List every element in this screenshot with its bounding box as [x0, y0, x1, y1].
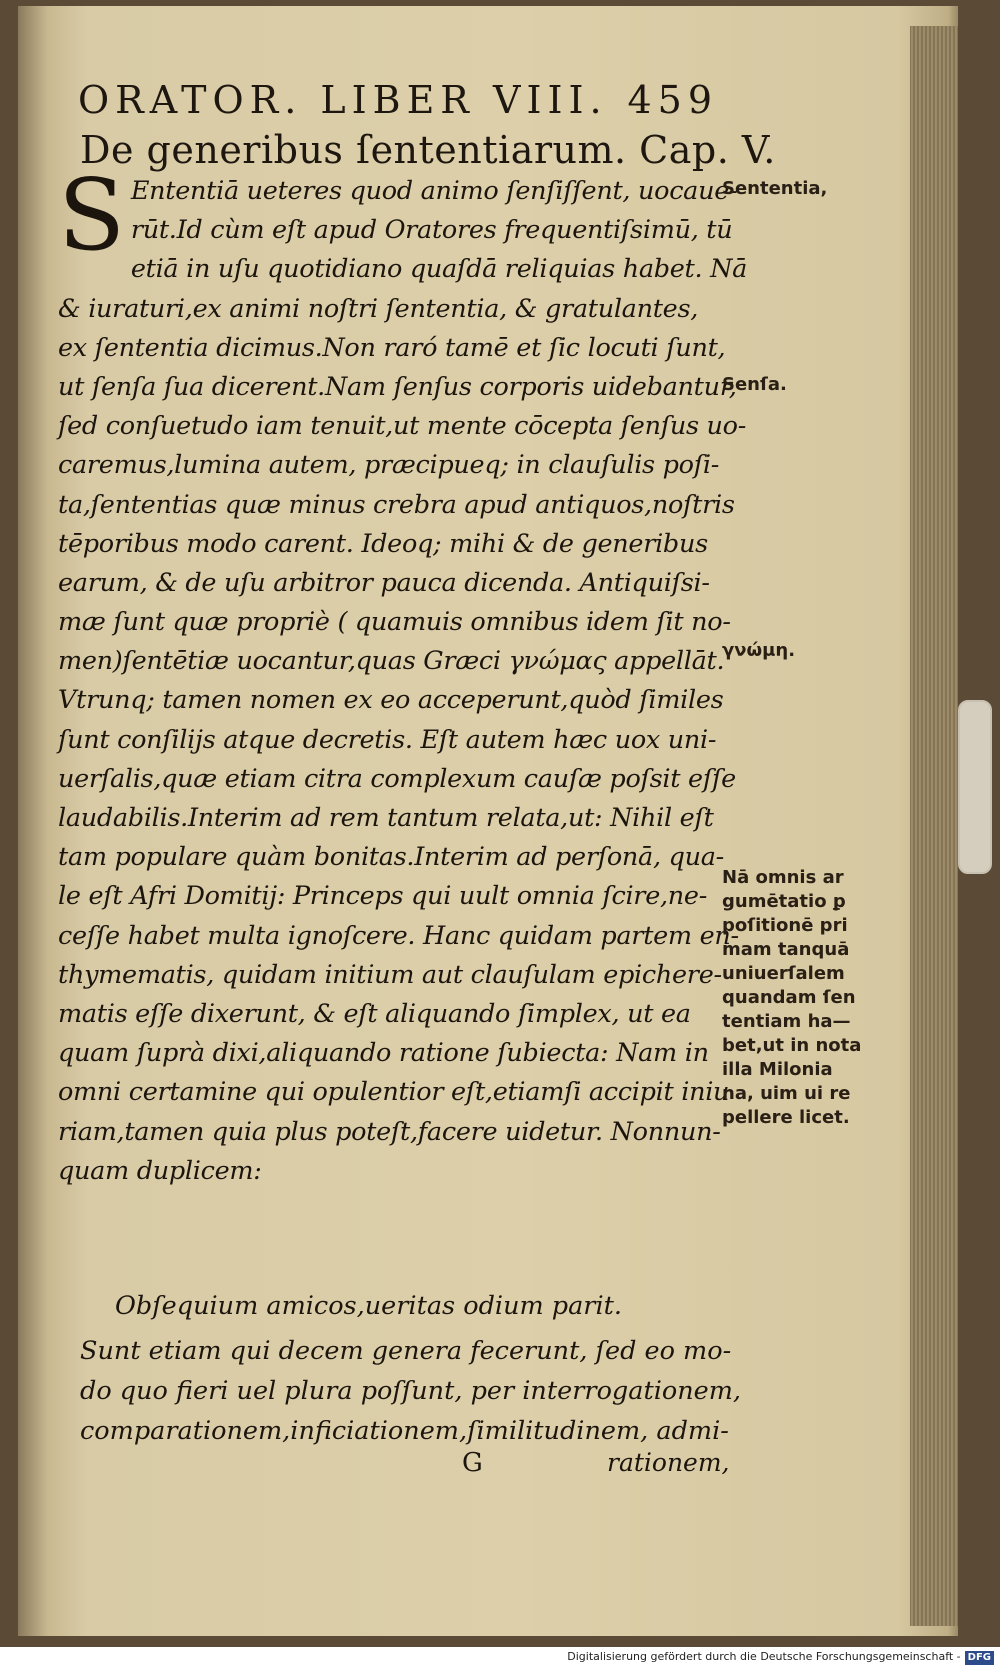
- text-line: ceſſe habet multa ignoſcere. Hanc quidam partem en-: [58, 920, 739, 951]
- margin-note-sententia: Sententia,: [722, 178, 828, 199]
- page-number: 459: [627, 78, 718, 122]
- text-line: uerſalis,quæ etiam citra complexum cauſæ poſsit eſſe: [58, 763, 736, 794]
- margin-note-line: tentiam ha—: [722, 1011, 851, 1032]
- text-line: omni certamine qui opulentior eſt,etiamſi accipit iniu: [58, 1077, 730, 1108]
- text-line: quam duplicem:: [58, 1155, 262, 1186]
- drop-cap: S: [58, 159, 125, 273]
- margin-note-line: mam tanquā: [722, 939, 850, 960]
- margin-note-line: gumētatio ꝑ: [722, 891, 846, 912]
- margin-note-line: bet,ut in nota: [722, 1035, 862, 1056]
- text-line: Sunt etiam qui decem genera fecerunt, ſed eo mo-: [80, 1336, 732, 1366]
- margin-note-line: uniuerſalem: [722, 963, 845, 984]
- margin-note-long: [722, 866, 862, 1130]
- margin-note-line: quandam ſen: [722, 987, 856, 1008]
- text-line: thymematis, quidam initium aut clauſulam epichere-: [58, 959, 722, 990]
- text-line: ut ſenſa ſua dicerent.Nam ſenſus corporis uidebantur,: [58, 371, 737, 402]
- verse-quote: Obſequium amicos,ueritas odium parit.: [115, 1291, 622, 1321]
- text-line: matis eſſe dixerunt, & eſt aliquando ſimplex, ut ea: [58, 998, 691, 1029]
- text-line: ta,ſententias quæ minus crebra apud antiquos,noſtris: [58, 489, 735, 520]
- text-line: ſunt conſilijs atque decretis. Eſt autem hæc uox uni-: [58, 724, 717, 755]
- text-line: do quo fieri uel plura poſſunt, per interrogationem,: [80, 1376, 742, 1406]
- text-line: & iuraturi,ex animi noſtri ſententia, & gratulantes,: [58, 293, 699, 324]
- text-line: comparationem,inficiationem,ſimilitudinem, admi-: [80, 1416, 729, 1446]
- text-line: tam populare quàm bonitas.Interim ad perſonā, qua-: [58, 842, 724, 873]
- footer-credit: [0, 1647, 1000, 1667]
- text-line: laudabilis.Interim ad rem tantum relata,ut: Nihil eſt: [58, 803, 714, 833]
- margin-note-line: poſitionē pri: [722, 915, 848, 936]
- catchword: rationem,: [607, 1448, 730, 1477]
- text-line: mæ ſunt quæ propriè ( quamuis omnibus idem ſit no-: [58, 607, 731, 638]
- dfg-logo: DFG: [965, 1651, 994, 1665]
- text-line: ſed conſuetudo iam tenuit,ut mente cōcepta ſenſus uo-: [58, 411, 747, 442]
- running-title: ORATOR. LIBER VIII.: [78, 78, 608, 122]
- margin-note-line: Nā omnis ar: [722, 867, 844, 888]
- margin-note-line: na, uim ui re: [722, 1083, 851, 1104]
- footer-text: Digitalisierung gefördert durch die Deutsche Forschungsgemeinschaft -: [567, 1650, 961, 1663]
- text-line: Ententiā ueteres quod animo ſenſiſſent, uocaue-: [130, 176, 738, 206]
- chapter-title: De generibus ſententiarum. Cap. V.: [80, 128, 776, 172]
- text-line: tēporibus modo carent. Ideoq; mihi & de generibus: [58, 528, 708, 559]
- page-clip: [958, 700, 992, 874]
- margin-note-line: illa Milonia: [722, 1059, 833, 1080]
- signature-mark: G: [462, 1448, 483, 1478]
- text-line: riam,tamen quia plus poteſt,facere uidetur. Nonnun-: [58, 1116, 721, 1147]
- running-header: [78, 78, 718, 122]
- text-line: earum, & de uſu arbitror pauca dicenda. Antiquiſsi-: [58, 567, 710, 598]
- text-line: caremus,lumina autem, præcipueq; in clauſulis poſi-: [58, 450, 720, 481]
- text-line: le eſt Afri Domitij: Princeps qui uult omnia ſcire,ne-: [58, 881, 708, 912]
- text-line: rūt.Id cùm eſt apud Oratores frequentiſsimū, tū: [130, 215, 733, 246]
- text-line: quam ſuprà dixi,aliquando ratione ſubiecta: Nam in: [58, 1038, 709, 1069]
- margin-note-gnome: γνώμη.: [722, 640, 796, 661]
- margin-note-sensa: Senſa.: [722, 374, 787, 395]
- main-text-block: [58, 159, 748, 1191]
- page-edge-stack: [910, 26, 958, 1626]
- text-line: ex ſententia dicimus.Non raró tamē et ſic locuti ſunt,: [58, 332, 726, 363]
- text-line: etiā in uſu quotidiano quaſdā reliquias habet. Nā: [130, 254, 748, 285]
- text-line: men)ſentētiæ uocantur,quas Græci γνώμας appellāt.: [58, 646, 725, 677]
- margin-note-line: pellere licet.: [722, 1107, 850, 1128]
- text-line: Vtrunq; tamen nomen ex eo acceperunt,quòd ſimiles: [58, 685, 724, 716]
- second-paragraph: [80, 1331, 742, 1451]
